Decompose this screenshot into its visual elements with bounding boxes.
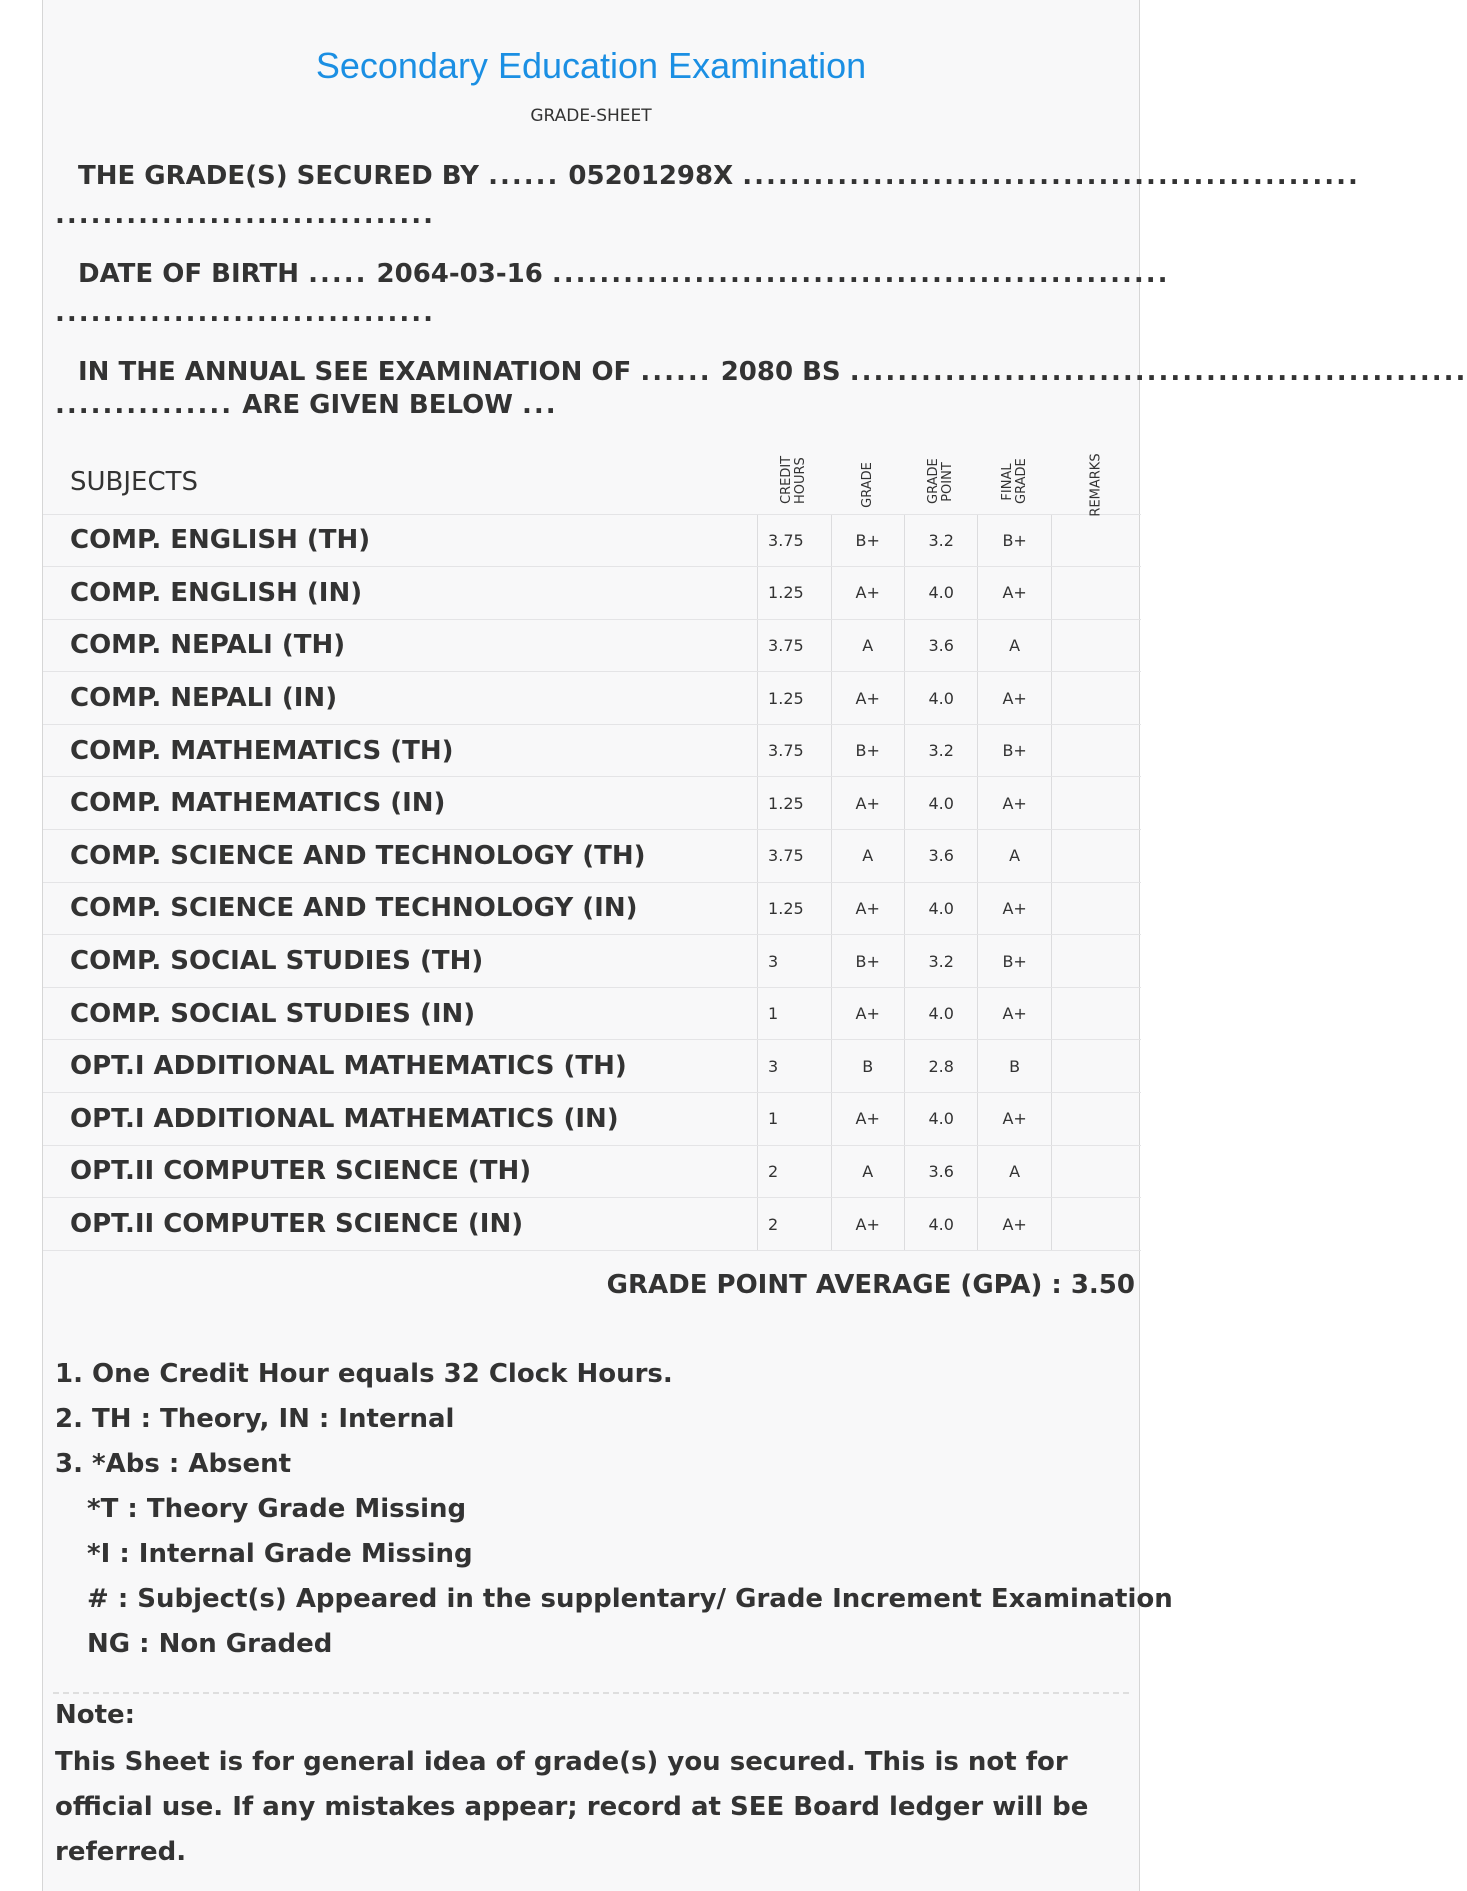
header-grade-point-text: GRADE POINT <box>926 458 956 505</box>
remarks-cell <box>1051 987 1141 1040</box>
table-row <box>43 830 1141 883</box>
grade-cell: A+ <box>831 987 904 1040</box>
credit-hours-cell: 1 <box>758 1093 831 1146</box>
subject-cell: OPT.I ADDITIONAL MATHEMATICS (TH) <box>43 1040 758 1093</box>
dots: ............... <box>55 390 234 420</box>
final-grade-cell: A+ <box>978 567 1051 620</box>
subject-cell: COMP. ENGLISH (TH) <box>43 514 758 567</box>
grade-cell: A <box>831 830 904 883</box>
grade-cell: A+ <box>831 882 904 935</box>
subject-cell: OPT.II COMPUTER SCIENCE (IN) <box>43 1198 758 1251</box>
credit-hours-cell: 1.25 <box>758 882 831 935</box>
header-grade-point <box>904 451 977 514</box>
exam-title: Secondary Education Examination <box>315 45 867 86</box>
legend-item: 2. TH : Theory, IN : Internal <box>55 1404 455 1434</box>
grade-cell: A+ <box>831 567 904 620</box>
dashed-divider <box>53 1692 1129 1694</box>
grade-cell: A+ <box>831 1093 904 1146</box>
symbol-number: 05201298X <box>568 161 734 191</box>
credit-hours-cell: 3 <box>758 1040 831 1093</box>
subject-cell: COMP. SCIENCE AND TECHNOLOGY (TH) <box>43 830 758 883</box>
final-grade-cell: A+ <box>978 777 1051 830</box>
grade-point-cell: 3.2 <box>904 514 977 567</box>
credit-hours-cell: 3.75 <box>758 514 831 567</box>
header-grade <box>831 451 904 514</box>
table-row <box>43 724 1141 777</box>
note-title: Note: <box>55 1700 136 1730</box>
subject-cell: OPT.II COMPUTER SCIENCE (TH) <box>43 1145 758 1198</box>
final-grade-cell: A+ <box>978 1093 1051 1146</box>
final-grade-cell: B+ <box>978 724 1051 777</box>
final-grade-cell: A+ <box>978 882 1051 935</box>
header-remarks-text: REMARKS <box>1088 453 1104 517</box>
grade-point-cell: 4.0 <box>904 1093 977 1146</box>
table-row <box>43 514 1141 567</box>
grade-point-cell: 3.2 <box>904 724 977 777</box>
grade-point-cell: 3.6 <box>904 619 977 672</box>
table-row <box>43 672 1141 725</box>
header-final-grade-text: FINAL GRADE <box>999 458 1029 505</box>
grade-point-cell: 3.6 <box>904 830 977 883</box>
subject-cell: COMP. SOCIAL STUDIES (TH) <box>43 935 758 988</box>
table-row <box>43 777 1141 830</box>
remarks-cell <box>1051 1040 1141 1093</box>
secured-by-label: THE GRADE(S) SECURED BY <box>78 161 479 191</box>
table-row <box>43 987 1141 1040</box>
grade-sheet <box>42 0 1467 1891</box>
final-grade-cell: B <box>978 1040 1051 1093</box>
header-remarks <box>1051 451 1141 517</box>
credit-hours-cell: 3 <box>758 935 831 988</box>
dots: ................................ <box>55 200 436 230</box>
grade-point-cell: 3.6 <box>904 1145 977 1198</box>
header-final-grade <box>978 451 1051 514</box>
dots: ...... <box>640 357 712 387</box>
remarks-cell <box>1051 724 1141 777</box>
credit-hours-cell: 1.25 <box>758 567 831 620</box>
dots: ... <box>521 390 558 420</box>
grade-point-cell: 4.0 <box>904 882 977 935</box>
grade-point-cell: 4.0 <box>904 567 977 620</box>
header-subjects: SUBJECTS <box>43 451 758 514</box>
table-row <box>43 1198 1141 1251</box>
grade-point-cell: 4.0 <box>904 777 977 830</box>
dob-value: 2064-03-16 <box>376 259 543 289</box>
final-grade-cell: A <box>978 830 1051 883</box>
legend-sub-item: *I : Internal Grade Missing <box>87 1539 473 1569</box>
grade-point-cell: 4.0 <box>904 987 977 1040</box>
credit-hours-cell: 3.75 <box>758 830 831 883</box>
remarks-cell <box>1051 619 1141 672</box>
secured-by-line <box>55 157 1360 195</box>
remarks-cell <box>1051 1198 1141 1251</box>
subject-cell: OPT.I ADDITIONAL MATHEMATICS (IN) <box>43 1093 758 1146</box>
final-grade-cell: A+ <box>978 987 1051 1040</box>
legend-item: 3. *Abs : Absent <box>55 1449 292 1479</box>
table-row <box>43 1040 1141 1093</box>
table-row <box>43 567 1141 620</box>
secured-by-line-2 <box>55 196 1135 234</box>
final-grade-cell: A <box>978 619 1051 672</box>
subject-cell: COMP. SOCIAL STUDIES (IN) <box>43 987 758 1040</box>
grade-cell: B <box>831 1040 904 1093</box>
final-grade-cell: A+ <box>978 672 1051 725</box>
given-below-label: ARE GIVEN BELOW <box>242 390 513 420</box>
table-header-row <box>43 451 1141 514</box>
grades-table <box>43 451 1141 1251</box>
credit-hours-cell: 1 <box>758 987 831 1040</box>
legend-sub-item: # : Subject(s) Appeared in the supplentary/ Grade Increment Examination <box>87 1584 1173 1614</box>
dots: ...... <box>488 161 560 191</box>
grade-cell: A <box>831 1145 904 1198</box>
legend-item: 1. One Credit Hour equals 32 Clock Hours. <box>55 1359 673 1389</box>
table-row <box>43 935 1141 988</box>
gpa-label: GRADE POINT AVERAGE (GPA) : <box>606 1270 1062 1300</box>
grade-point-cell: 3.2 <box>904 935 977 988</box>
dob-label: DATE OF BIRTH <box>78 259 299 289</box>
credit-hours-cell: 2 <box>758 1145 831 1198</box>
header-credit-hours <box>758 451 831 514</box>
grade-cell: A+ <box>831 1198 904 1251</box>
final-grade-cell: A+ <box>978 1198 1051 1251</box>
remarks-cell <box>1051 935 1141 988</box>
gpa-value: 3.50 <box>1070 1270 1135 1300</box>
grade-cell: B+ <box>831 514 904 567</box>
credit-hours-cell: 1.25 <box>758 672 831 725</box>
grade-cell: A+ <box>831 672 904 725</box>
exam-label: IN THE ANNUAL SEE EXAMINATION OF <box>78 357 632 387</box>
grade-cell: B+ <box>831 935 904 988</box>
dots: ................................ <box>55 298 436 328</box>
note-body: This Sheet is for general idea of grade(s) you secured. This is not for official use. If any mistakes appear; record at SEE Board ledger will be referred. <box>55 1747 1089 1867</box>
dots: .................................................... <box>742 161 1360 191</box>
exam-line-2 <box>55 386 1135 424</box>
table-row <box>43 619 1141 672</box>
remarks-cell <box>1051 514 1141 567</box>
grade-cell: B+ <box>831 724 904 777</box>
final-grade-cell: B+ <box>978 935 1051 988</box>
header-credit-hours-text: CREDIT HOURS <box>779 456 809 505</box>
grade-cell: A+ <box>831 777 904 830</box>
legend-sub-item: *T : Theory Grade Missing <box>87 1494 467 1524</box>
dob-line-2 <box>55 294 1135 332</box>
table-row <box>43 1145 1141 1198</box>
remarks-cell <box>1051 882 1141 935</box>
remarks-cell <box>1051 1093 1141 1146</box>
dots: .................................................... <box>849 357 1467 387</box>
final-grade-cell: B+ <box>978 514 1051 567</box>
final-grade-cell: A <box>978 1145 1051 1198</box>
subject-cell: COMP. SCIENCE AND TECHNOLOGY (IN) <box>43 882 758 935</box>
grade-point-cell: 4.0 <box>904 672 977 725</box>
grade-point-cell: 4.0 <box>904 1198 977 1251</box>
table-row <box>43 1093 1141 1146</box>
dots: ..... <box>308 259 368 289</box>
subject-cell: COMP. ENGLISH (IN) <box>43 567 758 620</box>
legend-sub-item: NG : Non Graded <box>87 1629 333 1659</box>
subject-cell: COMP. NEPALI (IN) <box>43 672 758 725</box>
remarks-cell <box>1051 777 1141 830</box>
subject-cell: COMP. MATHEMATICS (TH) <box>43 724 758 777</box>
header-grade-text: GRADE <box>859 461 875 508</box>
grade-point-cell: 2.8 <box>904 1040 977 1093</box>
credit-hours-cell: 3.75 <box>758 619 831 672</box>
remarks-cell <box>1051 567 1141 620</box>
credit-hours-cell: 2 <box>758 1198 831 1251</box>
exam-year: 2080 BS <box>720 357 841 387</box>
subject-cell: COMP. MATHEMATICS (IN) <box>43 777 758 830</box>
sheet-subtitle: GRADE-SHEET <box>530 106 652 126</box>
remarks-cell <box>1051 672 1141 725</box>
remarks-cell <box>1051 1145 1141 1198</box>
table-row <box>43 882 1141 935</box>
dots: .................................................... <box>551 259 1170 289</box>
grade-cell: A <box>831 619 904 672</box>
credit-hours-cell: 1.25 <box>758 777 831 830</box>
dob-line <box>55 255 1170 293</box>
remarks-cell <box>1051 830 1141 883</box>
credit-hours-cell: 3.75 <box>758 724 831 777</box>
subject-cell: COMP. NEPALI (TH) <box>43 619 758 672</box>
gpa-line <box>607 1270 1135 1300</box>
